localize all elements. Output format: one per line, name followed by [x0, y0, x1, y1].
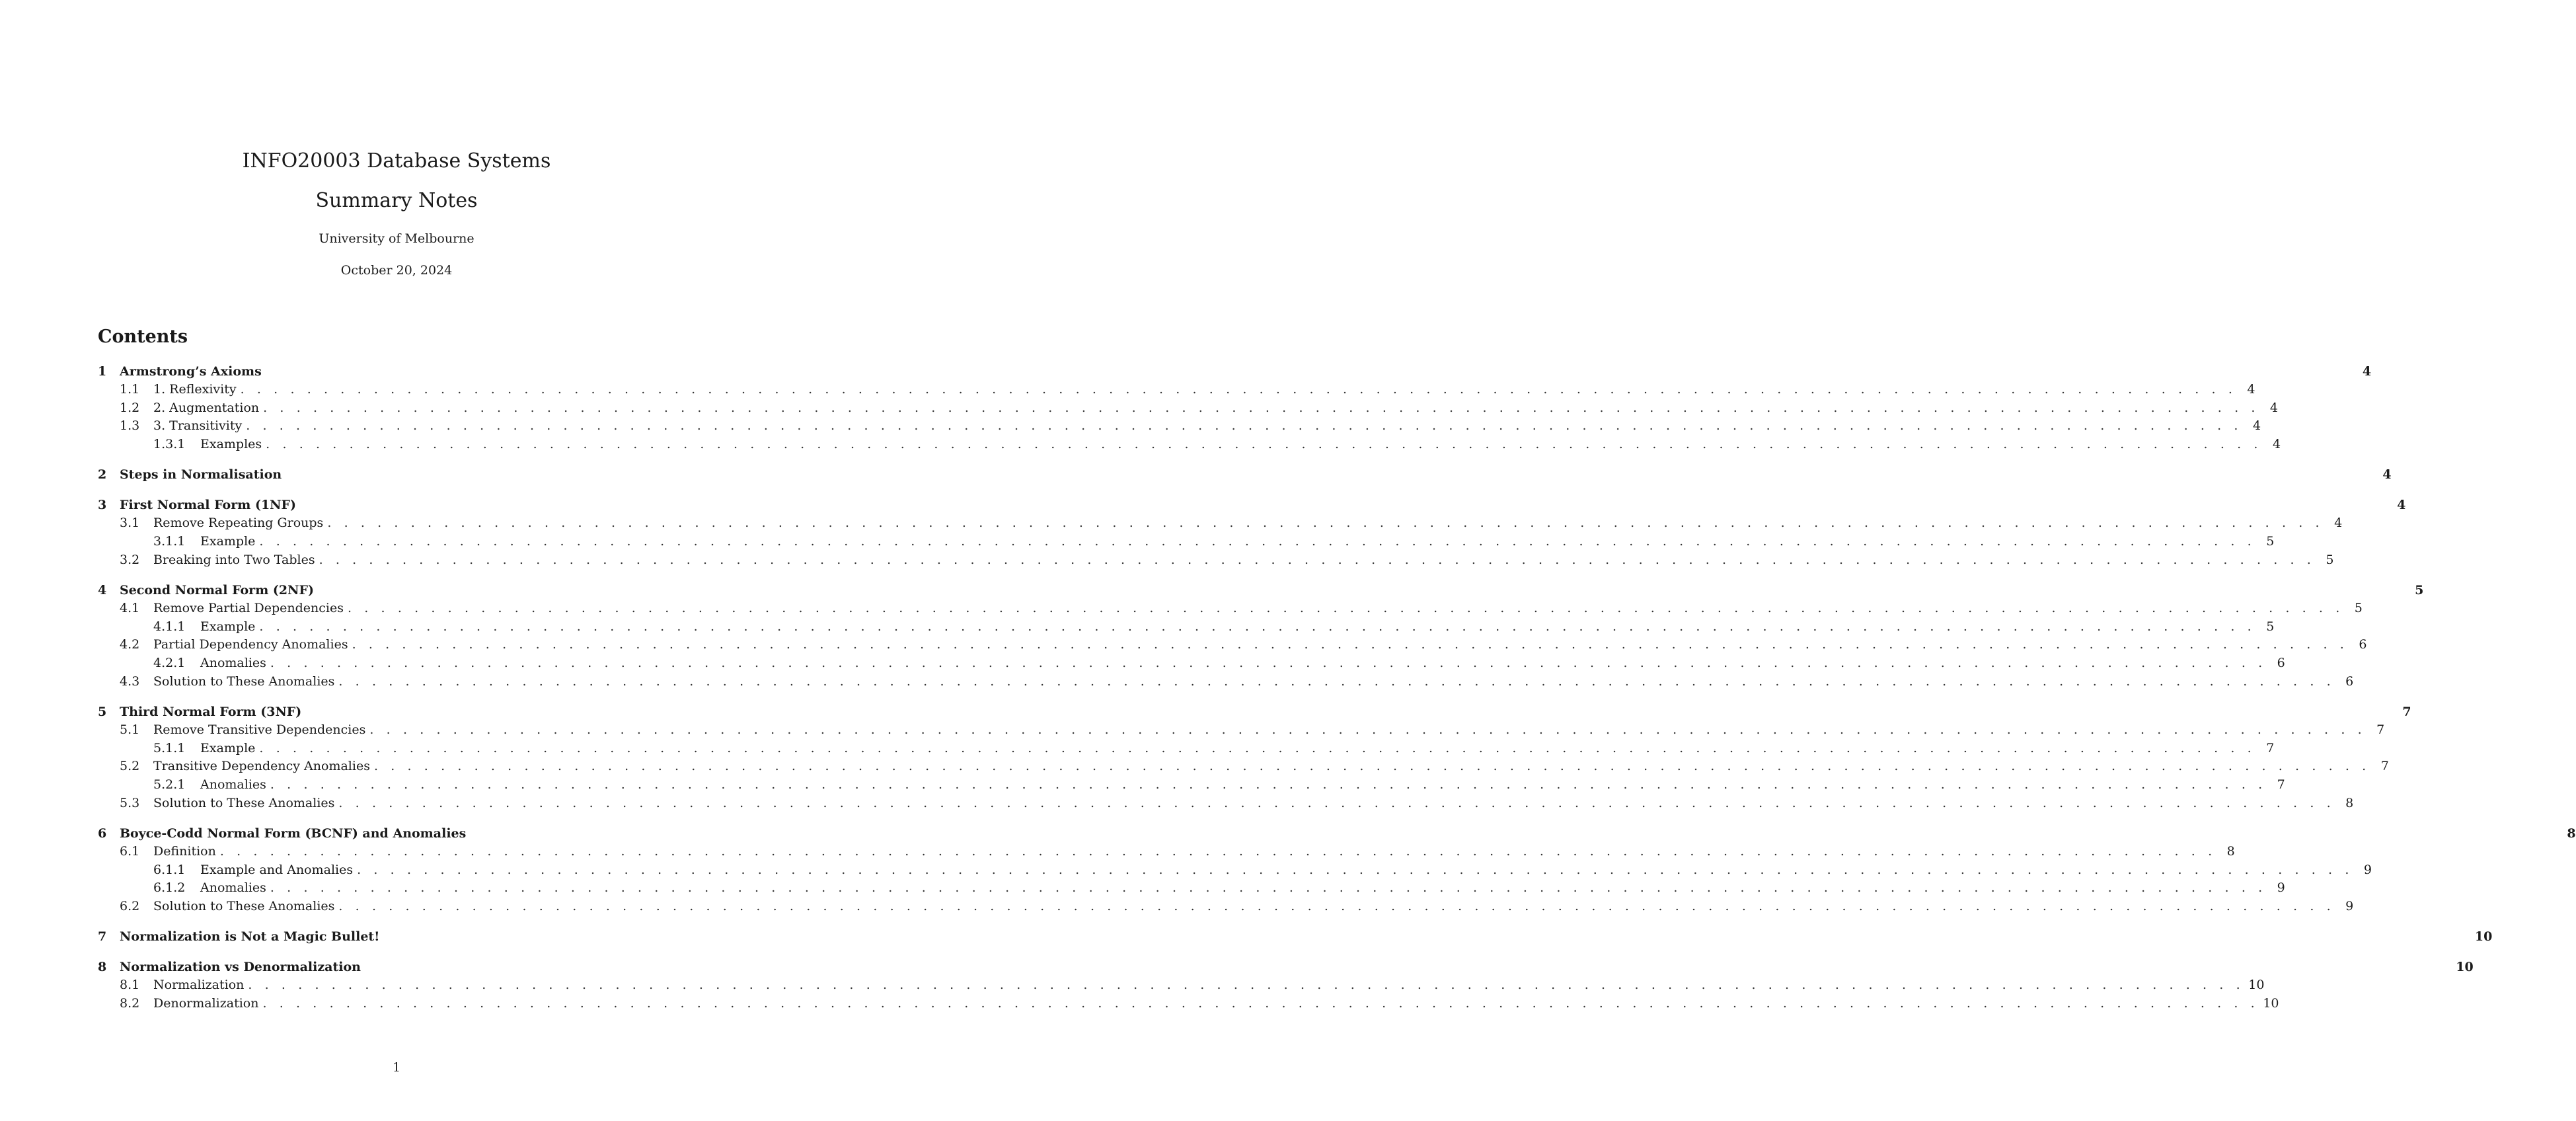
toc-entry-page: 9 — [2277, 880, 2285, 896]
toc-entry-page: 10 — [2474, 929, 2493, 945]
toc-dot-leader: . . . . . . . . . . . . . . . . . . . . . . . . . . . . . . . . . . . . . . . . . . . . . . . . . . . . . . . . . . . . . . . . . . . . . . . . . . . . . . . . . . . . . . . . . . . . . . . . . . . . . . . . . . . . . . . . . . . . . . . . — [270, 777, 2267, 792]
toc-entry-title: Examples — [200, 436, 262, 451]
toc-entry-title: Anomalies — [200, 880, 266, 896]
toc-section[interactable] — [98, 496, 2406, 514]
toc-entry-title: Second Normal Form (2NF) — [120, 583, 314, 598]
toc-entry-number: 6 — [98, 826, 107, 841]
toc-subsection[interactable] — [98, 976, 2265, 995]
toc-entry-page: 5 — [2354, 601, 2363, 616]
toc-dot-leader: . . . . . . . . . . . . . . . . . . . . . . . . . . . . . . . . . . . . . . . . . . . . . . . . . . . . . . . . . . . . . . . . . . . . . . . . . . . . . . . . . . . . . . . . . . . . . . . . . . . . . . . . . . . . . . . . . . . . . . . . — [246, 418, 2243, 434]
document-subtitle: Summary Notes — [315, 189, 478, 212]
toc-subsection[interactable] — [98, 381, 2255, 399]
toc-entry-page: 6 — [2345, 674, 2354, 689]
toc-entry-title: Armstrong’s Axioms — [120, 364, 262, 379]
toc-subsection[interactable] — [98, 399, 2278, 418]
toc-entry-number: 5.2.1 — [153, 777, 186, 792]
toc-entry-number: 3.1 — [120, 516, 140, 531]
toc-entry-number: 5.1 — [120, 722, 140, 738]
toc-dot-leader: . . . . . . . . . . . . . . . . . . . . . . . . . . . . . . . . . . . . . . . . . . . . . . . . . . . . . . . . . . . . . . . . . . . . . . . . . . . . . . . . . . . . . . . . . . . . . . . . . . . . . . . . . . . . . . . . . . . . . . . . — [373, 759, 2370, 774]
toc-entry-title: 3. Transitivity — [153, 418, 243, 434]
toc-entry-page: 8 — [2567, 826, 2576, 841]
toc-dot-leader: . . . . . . . . . . . . . . . . . . . . . . . . . . . . . . . . . . . . . . . . . . . . . . . . . . . . . . . . . . . . . . . . . . . . . . . . . . . . . . . . . . . . . . . . . . . . . . . . . . . . . . . . . . . . . . . . . . . . . . . . — [357, 862, 2353, 877]
toc-entry-title: Breaking into Two Tables — [153, 552, 315, 567]
toc-subsubsection[interactable] — [98, 776, 2285, 794]
toc-dot-leader: . . . . . . . . . . . . . . . . . . . . . . . . . . . . . . . . . . . . . . . . . . . . . . . . . . . . . . . . . . . . . . . . . . . . . . . . . . . . . . . . . . . . . . . . . . . . . . . . . . . . . . . . . . . . . . . . . . . . . . . . — [266, 436, 2263, 451]
toc-entry-title: Remove Repeating Groups — [153, 516, 324, 531]
toc-entry-page: 4 — [2247, 382, 2255, 397]
toc-entry-number: 1.1 — [120, 382, 140, 397]
toc-section-group — [98, 496, 2406, 569]
toc-section-group — [98, 824, 2576, 915]
toc-entry-number: 5.2 — [120, 759, 140, 774]
toc-dot-leader: . . . . . . . . . . . . . . . . . . . . . . . . . . . . . . . . . . . . . . . . . . . . . . . . . . . . . . . . . . . . . . . . . . . . . . . . . . . . . . . . . . . . . . . . . . . . . . . . . . . . . . . . . . . . . . . . . . . . . . . . — [338, 898, 2335, 913]
toc-entry-number: 8.1 — [120, 978, 140, 993]
document-date: October 20, 2024 — [340, 263, 453, 278]
toc-entry-page: 4 — [2397, 498, 2406, 513]
toc-entry-number: 4.2 — [120, 637, 140, 652]
toc-section[interactable] — [98, 465, 2392, 484]
toc-entry-title: Example and Anomalies — [200, 862, 354, 877]
toc-dot-leader: . . . . . . . . . . . . . . . . . . . . . . . . . . . . . . . . . . . . . . . . . . . . . . . . . . . . . . . . . . . . . . . . . . . . . . . . . . . . . . . . . . . . . . . . . . . . . . . . . . . . . . . . . . . . . . . . . . . . . . . . — [219, 844, 2216, 859]
toc-entry-number: 5.3 — [120, 795, 140, 810]
toc-dot-leader: . . . . . . . . . . . . . . . . . . . . . . . . . . . . . . . . . . . . . . . . . . . . . . . . . . . . . . . . . . . . . . . . . . . . . . . . . . . . . . . . . . . . . . . . . . . . . . . . . . . . . . . . . . . . . . . . . . . . . . . . — [338, 795, 2335, 810]
toc-entry-page: 4 — [2252, 418, 2261, 434]
toc-entry-number: 4.1.1 — [153, 619, 186, 634]
toc-dot-leader: . . . . . . . . . . . . . . . . . . . . . . . . . . . . . . . . . . . . . . . . . . . . . . . . . . . . . . . . . . . . . . . . . . . . . . . . . . . . . . . . . . . . . . . . . . . . . . . . . . . . . . . . . . . . . . . . . . . . . . . . — [270, 880, 2267, 896]
toc-section[interactable] — [98, 927, 2493, 946]
toc-subsection[interactable] — [98, 599, 2363, 618]
toc-entry-page: 10 — [2456, 960, 2474, 975]
toc-subsection[interactable] — [98, 417, 2261, 436]
toc-subsubsection[interactable] — [98, 740, 2275, 758]
toc-subsubsection[interactable] — [98, 654, 2285, 673]
toc-subsection[interactable] — [98, 898, 2354, 916]
toc-subsection[interactable] — [98, 843, 2235, 861]
toc-subsubsection[interactable] — [98, 861, 2372, 880]
toc-entry-number: 1 — [98, 364, 107, 379]
toc-entry-page: 4 — [2269, 400, 2278, 415]
toc-dot-leader: . . . . . . . . . . . . . . . . . . . . . . . . . . . . . . . . . . . . . . . . . . . . . . . . . . . . . . . . . . . . . . . . . . . . . . . . . . . . . . . . . . . . . . . . . . . . . . . . . . . . . . . . . . . . . . . . . . . . . . . . — [248, 978, 2245, 993]
toc-subsection[interactable] — [98, 514, 2343, 533]
toc-entry-page: 4 — [2362, 364, 2372, 379]
toc-entry-title: Example — [200, 740, 256, 755]
toc-dot-leader: . . . . . . . . . . . . . . . . . . . . . . . . . . . . . . . . . . . . . . . . . . . . . . . . . . . . . . . . . . . . . . . . . . . . . . . . . . . . . . . . . . . . . . . . . . . . . . . . . . . . . . . . . . . . . . . . . . . . . . . . — [348, 601, 2344, 616]
toc-section[interactable] — [98, 703, 2411, 721]
toc-entry-number: 7 — [98, 929, 107, 945]
contents-heading: Contents — [98, 327, 188, 347]
toc-entry-title: Boyce-Codd Normal Form (BCNF) and Anomalies — [120, 826, 467, 841]
toc-section[interactable] — [98, 958, 2474, 976]
toc-dot-leader: . . . . . . . . . . . . . . . . . . . . . . . . . . . . . . . . . . . . . . . . . . . . . . . . . . . . . . . . . . . . . . . . . . . . . . . . . . . . . . . . . . . . . . . . . . . . . . . . . . . . . . . . . . . . . . . . . . . . . . . . — [369, 722, 2367, 738]
toc-dot-leader: . . . . . . . . . . . . . . . . . . . . . . . . . . . . . . . . . . . . . . . . . . . . . . . . . . . . . . . . . . . . . . . . . . . . . . . . . . . . . . . . . . . . . . . . . . . . . . . . . . . . . . . . . . . . . . . . . . . . . . . . — [352, 637, 2349, 652]
toc-entry-number: 5.1.1 — [153, 740, 186, 755]
toc-entry-title: Third Normal Form (3NF) — [120, 705, 302, 720]
toc-entry-number: 6.1 — [120, 844, 140, 859]
toc-entry-number: 1.3.1 — [153, 436, 186, 451]
toc-entry-number: 6.1.1 — [153, 862, 186, 877]
toc-entry-title: Solution to These Anomalies — [153, 898, 335, 913]
toc-entry-number: 5 — [98, 705, 107, 720]
toc-section[interactable] — [98, 362, 2372, 381]
document-title: INFO20003 Database Systems — [242, 149, 551, 173]
toc-dot-leader: . . . . . . . . . . . . . . . . . . . . . . . . . . . . . . . . . . . . . . . . . . . . . . . . . . . . . . . . . . . . . . . . . . . . . . . . . . . . . . . . . . . . . . . . . . . . . . . . . . . . . . . . . . . . . . . . . . . . . . . . — [259, 619, 2256, 634]
toc-section-group — [98, 465, 2392, 484]
toc-entry-page: 10 — [2248, 978, 2265, 993]
toc-dot-leader: . . . . . . . . . . . . . . . . . . . . . . . . . . . . . . . . . . . . . . . . . . . . . . . . . . . . . . . . . . . . . . . . . . . . . . . . . . . . . . . . . . . . . . . . . . . . . . . . . . . . . . . . . . . . . . . . . . . . . . . . — [262, 996, 2259, 1011]
toc-section-group — [98, 958, 2474, 1013]
toc-section[interactable] — [98, 824, 2576, 843]
toc-entry-page: 9 — [2363, 862, 2372, 877]
toc-entry-title: Remove Transitive Dependencies — [153, 722, 366, 738]
toc-entry-title: Solution to These Anomalies — [153, 795, 335, 810]
toc-entry-page: 6 — [2277, 655, 2285, 670]
toc-entry-number: 8 — [98, 960, 107, 975]
toc-entry-number: 4.1 — [120, 601, 140, 616]
toc-entry-number: 3 — [98, 498, 107, 513]
toc-dot-leader: . . . . . . . . . . . . . . . . . . . . . . . . . . . . . . . . . . . . . . . . . . . . . . . . . . . . . . . . . . . . . . . . . . . . . . . . . . . . . . . . . . . . . . . . . . . . . . . . . . . . . . . . . . . . . . . . . . . . . . . . — [240, 382, 2237, 397]
toc-entry-page: 5 — [2415, 583, 2424, 598]
toc-entry-number: 6.1.2 — [153, 880, 186, 896]
title-block — [0, 149, 793, 279]
toc-entry-title: Normalization vs Denormalization — [120, 960, 361, 975]
toc-entry-page: 5 — [2266, 533, 2275, 549]
toc-subsection[interactable] — [98, 721, 2385, 740]
toc-entry-number: 3.2 — [120, 552, 140, 567]
toc-entry-title: Example — [200, 533, 256, 549]
toc-entry-number: 2 — [98, 467, 107, 483]
toc-entry-page: 8 — [2226, 844, 2235, 859]
toc-entry-page: 4 — [2272, 436, 2281, 451]
toc-subsection[interactable] — [98, 794, 2354, 813]
toc-entry-title: Solution to These Anomalies — [153, 674, 335, 689]
toc-entry-page: 4 — [2382, 467, 2392, 483]
toc-section[interactable] — [98, 581, 2424, 599]
toc-entry-page: 7 — [2402, 705, 2411, 720]
toc-entry-title: 2. Augmentation — [153, 400, 260, 415]
toc-entry-page: 7 — [2266, 740, 2275, 755]
toc-entry-title: 1. Reflexivity — [153, 382, 237, 397]
toc-subsection[interactable] — [98, 757, 2389, 776]
toc-entry-title: Remove Partial Dependencies — [153, 601, 344, 616]
toc-entry-title: Steps in Normalisation — [120, 467, 282, 483]
toc-entry-page: 8 — [2345, 795, 2354, 810]
toc-entry-number: 8.2 — [120, 996, 140, 1011]
toc-subsubsection[interactable] — [98, 436, 2281, 454]
toc-section-group — [98, 581, 2424, 691]
toc-entry-title: Anomalies — [200, 777, 266, 792]
toc-entry-title: Normalization — [153, 978, 245, 993]
toc-subsection[interactable] — [98, 636, 2367, 654]
toc-entry-page: 7 — [2376, 722, 2385, 738]
toc-entry-number: 4 — [98, 583, 107, 598]
toc-entry-number: 4.3 — [120, 674, 140, 689]
toc-entry-page: 4 — [2334, 516, 2343, 531]
toc-entry-number: 4.2.1 — [153, 655, 186, 670]
toc-dot-leader: . . . . . . . . . . . . . . . . . . . . . . . . . . . . . . . . . . . . . . . . . . . . . . . . . . . . . . . . . . . . . . . . . . . . . . . . . . . . . . . . . . . . . . . . . . . . . . . . . . . . . . . . . . . . . . . . . . . . . . . . — [263, 400, 2259, 415]
toc-section-group — [98, 362, 2372, 453]
toc-entry-title: Definition — [153, 844, 216, 859]
toc-entry-page: 7 — [2380, 759, 2389, 774]
toc-entry-title: Example — [200, 619, 256, 634]
toc-section-group — [98, 703, 2411, 812]
toc-dot-leader: . . . . . . . . . . . . . . . . . . . . . . . . . . . . . . . . . . . . . . . . . . . . . . . . . . . . . . . . . . . . . . . . . . . . . . . . . . . . . . . . . . . . . . . . . . . . . . . . . . . . . . . . . . . . . . . . . . . . . . . . — [338, 674, 2335, 689]
toc-entry-title: Transitive Dependency Anomalies — [153, 759, 370, 774]
toc-subsection[interactable] — [98, 673, 2354, 691]
toc-dot-leader: . . . . . . . . . . . . . . . . . . . . . . . . . . . . . . . . . . . . . . . . . . . . . . . . . . . . . . . . . . . . . . . . . . . . . . . . . . . . . . . . . . . . . . . . . . . . . . . . . . . . . . . . . . . . . . . . . . . . . . . . — [259, 740, 2256, 755]
document-author: University of Melbourne — [319, 231, 474, 246]
toc-entry-page: 9 — [2345, 898, 2354, 913]
toc-entry-page: 10 — [2263, 996, 2279, 1011]
toc-entry-page: 5 — [2326, 552, 2334, 567]
toc-dot-leader: . . . . . . . . . . . . . . . . . . . . . . . . . . . . . . . . . . . . . . . . . . . . . . . . . . . . . . . . . . . . . . . . . . . . . . . . . . . . . . . . . . . . . . . . . . . . . . . . . . . . . . . . . . . . . . . . . . . . . . . . — [319, 552, 2316, 567]
toc-entry-page: 5 — [2266, 619, 2275, 634]
toc-entry-title: Anomalies — [200, 655, 266, 670]
toc-entry-page: 7 — [2277, 777, 2285, 792]
toc-subsubsection[interactable] — [98, 879, 2285, 898]
toc-subsubsection[interactable] — [98, 533, 2275, 551]
toc-entry-title: Denormalization — [153, 996, 259, 1011]
toc-entry-number: 1.3 — [120, 418, 140, 434]
toc-entry-title: Partial Dependency Anomalies — [153, 637, 348, 652]
toc-subsection[interactable] — [98, 551, 2334, 570]
toc-entry-number: 6.2 — [120, 898, 140, 913]
page-number: 1 — [392, 1060, 401, 1075]
toc-entry-number: 1.2 — [120, 400, 140, 415]
toc-entry-number: 3.1.1 — [153, 533, 186, 549]
toc-section-group — [98, 927, 2493, 946]
toc-entry-page: 6 — [2359, 637, 2367, 652]
toc-entry-title: First Normal Form (1NF) — [120, 498, 297, 513]
toc-subsubsection[interactable] — [98, 618, 2275, 637]
toc-dot-leader: . . . . . . . . . . . . . . . . . . . . . . . . . . . . . . . . . . . . . . . . . . . . . . . . . . . . . . . . . . . . . . . . . . . . . . . . . . . . . . . . . . . . . . . . . . . . . . . . . . . . . . . . . . . . . . . . . . . . . . . . — [327, 516, 2324, 531]
toc-dot-leader: . . . . . . . . . . . . . . . . . . . . . . . . . . . . . . . . . . . . . . . . . . . . . . . . . . . . . . . . . . . . . . . . . . . . . . . . . . . . . . . . . . . . . . . . . . . . . . . . . . . . . . . . . . . . . . . . . . . . . . . . — [259, 533, 2256, 549]
toc-entry-title: Normalization is Not a Magic Bullet! — [120, 929, 380, 945]
table-of-contents — [98, 362, 2576, 1013]
toc-dot-leader: . . . . . . . . . . . . . . . . . . . . . . . . . . . . . . . . . . . . . . . . . . . . . . . . . . . . . . . . . . . . . . . . . . . . . . . . . . . . . . . . . . . . . . . . . . . . . . . . . . . . . . . . . . . . . . . . . . . . . . . . — [270, 655, 2267, 670]
toc-subsection[interactable] — [98, 995, 2279, 1013]
